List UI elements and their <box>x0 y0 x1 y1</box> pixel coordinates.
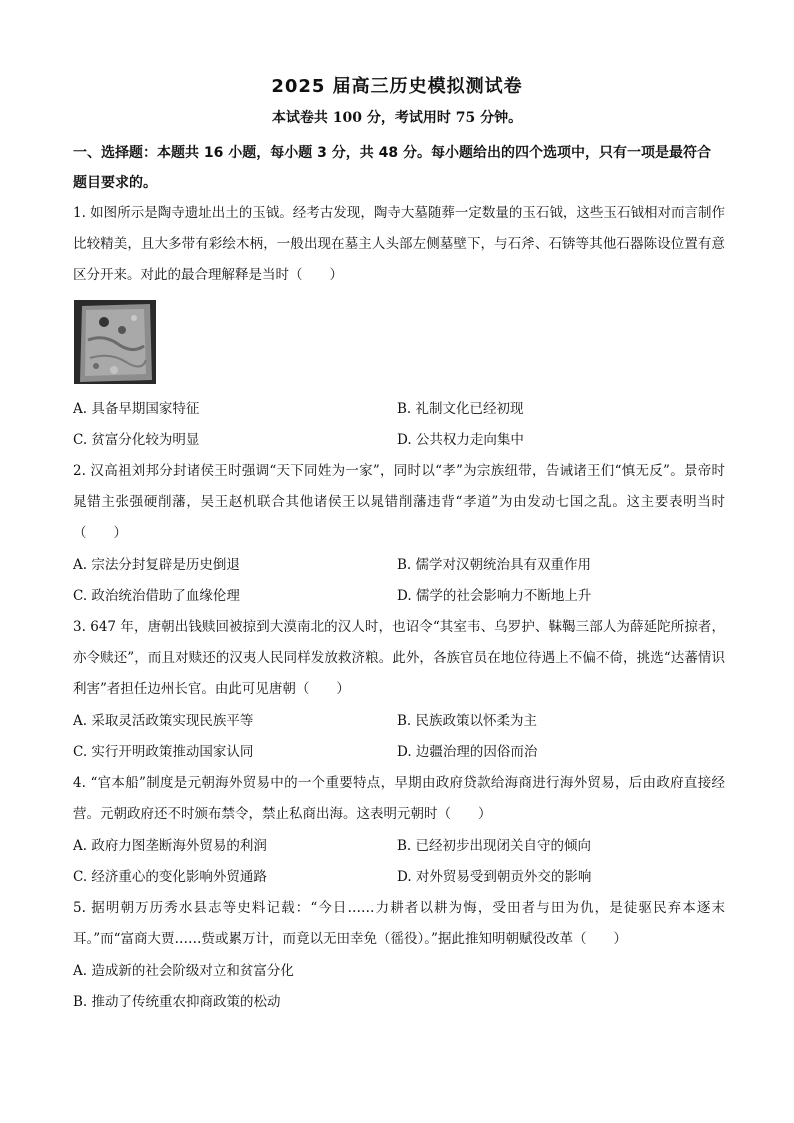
jade-axe-photo <box>74 300 156 384</box>
page-title: 2025 届高三历史模拟测试卷 <box>271 76 523 97</box>
question-5-stem: 5. 据明朝万历秀水县志等史料记载：“今日……力耕者以耕为悔，受田者与田为仇，是徒驱民弃本逐末耳。”而“富商大贾……赀或累万计，而竟以无田幸免（徭役）。”据此推知明朝赋役改革（ ） <box>73 900 725 947</box>
q4-option-d: D. 对外贸易受到朝贡外交的影响 <box>397 869 592 885</box>
question-3-stem: 3. 647 年，唐朝出钱赎回被掠到大漠南北的汉人时，也诏令“其室韦、乌罗护、靺鞨三部人为薛延陀所掠者，亦令赎还”，而且对赎还的汉夷人民同样发放救济粮。此外，各族官员在地位待遇上不偏不倚，挑选“达蕃情识利害”者担任边州长官。由此可见唐朝（ ） <box>73 619 725 697</box>
q1-option-c: C. 贫富分化较为明显 <box>73 432 200 448</box>
q4-option-a: A. 政府力图垄断海外贸易的利润 <box>73 838 267 854</box>
q5-option-b: B. 推动了传统重农抑商政策的松动 <box>73 994 281 1010</box>
q1-option-b: B. 礼制文化已经初现 <box>397 401 524 417</box>
question-4-stem: 4. “官本船”制度是元朝海外贸易中的一个重要特点，早期由政府贷款给海商进行海外贸易，后由政府直接经营。元朝政府还不时颁布禁令，禁止私商出海。这表明元朝时（ ） <box>73 775 725 822</box>
question-2-stem: 2. 汉高祖刘邦分封诸侯王时强调“天下同姓为一家”，同时以“孝”为宗族纽带，告诫诸王们“慎无反”。景帝时晁错主张强硬削藩，吴王赵机联合其他诸侯王以晁错削藩违背“孝道”为由发动七国之乱。这主要表明当时（ ） <box>73 463 725 541</box>
q3-option-c: C. 实行开明政策推动国家认同 <box>73 744 254 760</box>
exam-subtitle: 本试卷共 100 分，考试用时 75 分钟。 <box>271 110 523 126</box>
q1-option-a: A. 具备早期国家特征 <box>73 401 200 417</box>
q2-option-d: D. 儒学的社会影响力不断地上升 <box>397 588 592 604</box>
q4-option-c: C. 经济重心的变化影响外贸通路 <box>73 869 267 885</box>
q2-option-c: C. 政治统治借助了血缘伦理 <box>73 588 240 604</box>
jade-axe-icon <box>74 300 156 384</box>
section-heading: 一、选择题：本题共 16 小题，每小题 3 分，共 48 分。每小题给出的四个选项中，只有一项是最符合题目要求的。 <box>73 145 711 191</box>
q3-option-b: B. 民族政策以怀柔为主 <box>397 713 538 729</box>
q5-option-a: A. 造成新的社会阶级对立和贫富分化 <box>73 963 294 979</box>
q2-option-a: A. 宗法分封复辟是历史倒退 <box>73 557 240 573</box>
q3-option-a: A. 采取灵活政策实现民族平等 <box>73 713 254 729</box>
q2-option-b: B. 儒学对汉朝统治具有双重作用 <box>397 557 592 573</box>
q3-option-d: D. 边疆治理的因俗而治 <box>397 744 538 760</box>
question-1-stem: 1. 如图所示是陶寺遗址出土的玉钺。经考古发现，陶寺大墓随葬一定数量的玉石钺，这些玉石钺相对而言制作比较精美，且大多带有彩绘木柄，一般出现在墓主人头部左侧墓壁下，与石斧、石锛等其他石器陈设位置有意区分开来。对此的最合理解释是当时（ ） <box>73 205 725 283</box>
q4-option-b: B. 已经初步出现闭关自守的倾向 <box>397 838 592 854</box>
q1-option-d: D. 公共权力走向集中 <box>397 432 524 448</box>
